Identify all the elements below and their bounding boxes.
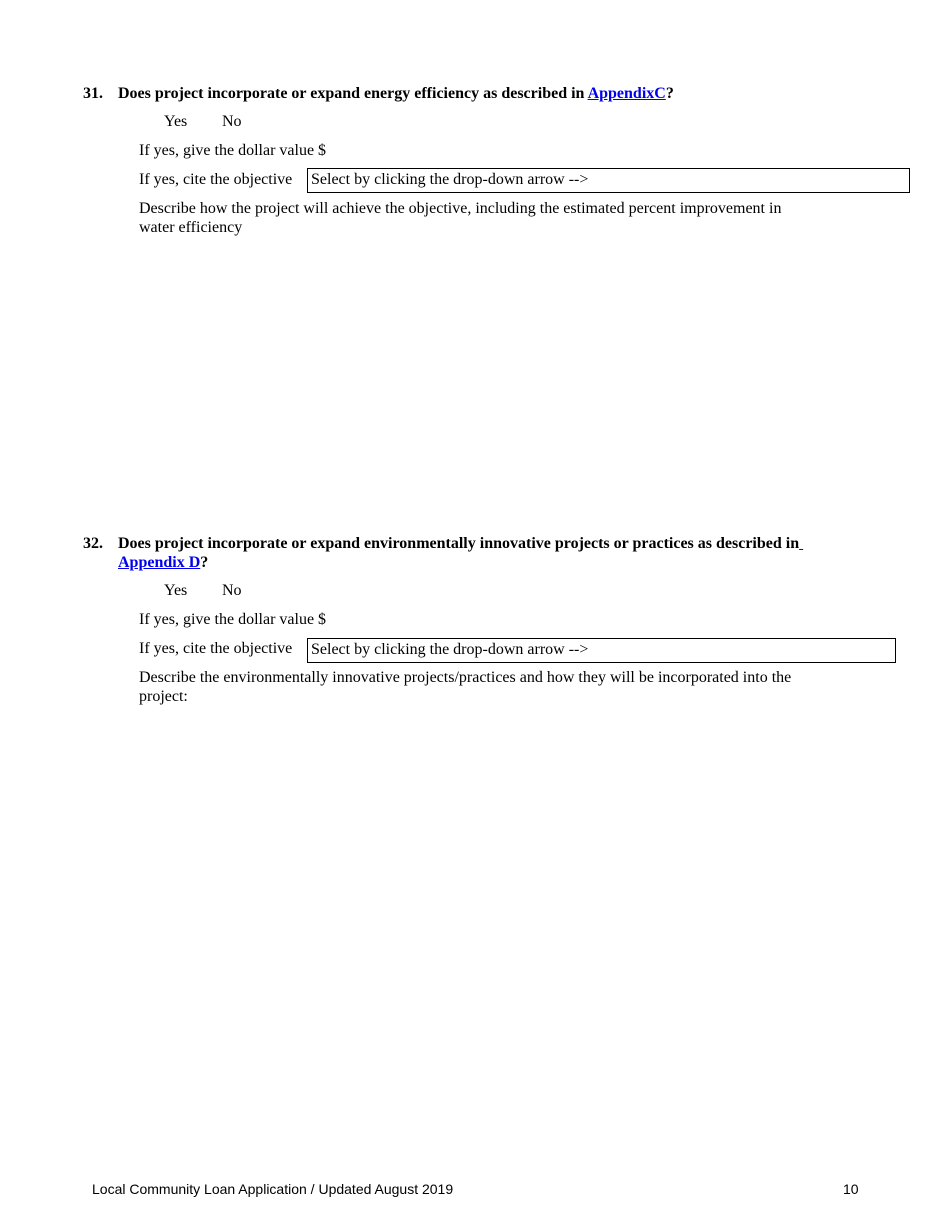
q31-objective-dropdown[interactable]: Select by clicking the drop-down arrow --> [307,168,910,193]
q31-objective-label: If yes, cite the objective [139,171,293,188]
footer-page-number: 10 [843,1181,859,1197]
appendix-c-link[interactable]: AppendixC [587,85,666,102]
q31-dollar-value-label: If yes, give the dollar value $ [139,142,327,159]
q32-yes-option[interactable]: Yes [164,582,188,599]
question-32-number: 32. [83,535,103,552]
q32-objective-dropdown[interactable]: Select by clicking the drop-down arrow --> [307,638,896,663]
q31-yes-option[interactable]: Yes [164,113,188,130]
question-32-text-after: ? [200,554,209,571]
q32-objective-label: If yes, cite the objective [139,640,293,657]
q32-dollar-value-label: If yes, give the dollar value $ [139,611,327,628]
q32-no-option[interactable]: No [222,582,242,599]
q32-describe-line-1: Describe the environmentally innovative projects/practices and how they will be incorporated into the [139,669,792,686]
appendix-d-link[interactable]: Appendix D [118,554,201,571]
question-32-text-before: Does project incorporate or expand environmentally innovative projects or practices as described in [118,535,800,552]
question-31-text [118,85,674,103]
q31-describe-line-1: Describe how the project will achieve the objective, including the estimated percent improvement in [139,200,782,217]
question-32-text-line-1 [118,535,803,553]
question-31-text-after: ? [665,85,674,102]
question-31-text-before: Does project incorporate or expand energy efficiency as described in [118,85,588,102]
question-31-number: 31. [83,85,103,102]
q32-describe-line-2: project: [139,688,188,705]
footer-document-title: Local Community Loan Application / Updated August 2019 [92,1181,454,1197]
question-32-text-line-2 [118,554,208,572]
appendix-d-link-underscore [799,535,803,552]
q31-describe-line-2: water efficiency [139,219,243,236]
q31-no-option[interactable]: No [222,113,242,130]
